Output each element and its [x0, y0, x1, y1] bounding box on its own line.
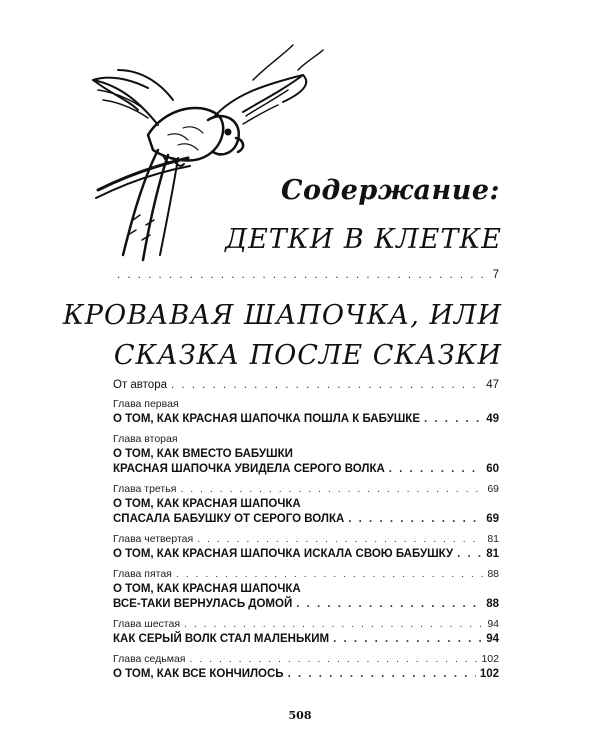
chapter-title: КРАСНАЯ ШАПОЧКА УВИДЕЛА СЕРОГО ВОЛКА: [113, 463, 385, 475]
toc-entry-ch4[interactable]: [113, 547, 499, 561]
section-title-line2: СКАЗКА ПОСЛЕ СКАЗКИ: [113, 340, 502, 371]
chapter-title: О ТОМ, КАК КРАСНАЯ ШАПОЧКА ИСКАЛА СВОЮ БАБУШКУ: [113, 548, 454, 560]
chapter-title-5-line1: О ТОМ, КАК КРАСНАЯ ШАПОЧКА: [113, 583, 301, 595]
page-ref: 69: [486, 513, 499, 525]
chapter-label-row-3: [113, 482, 499, 496]
section-title-line1: КРОВАВАЯ ШАПОЧКА, ИЛИ: [62, 300, 502, 331]
chapter-label-row-7: [113, 652, 499, 666]
toc-entry-ch5[interactable]: [113, 597, 499, 611]
section-title-detki: ДЕТКИ В КЛЕТКЕ: [225, 224, 502, 255]
page-ref: 88: [487, 568, 499, 580]
chapter-label-2: Глава вторая: [113, 433, 178, 445]
page-ref: 81: [486, 548, 499, 560]
page-ref: 102: [481, 653, 499, 665]
toc-entry-detki[interactable]: [113, 268, 499, 282]
chapter-title: О ТОМ, КАК КРАСНАЯ ШАПОЧКА ПОШЛА К БАБУШКЕ: [113, 413, 420, 425]
chapter-label-row-6: [113, 617, 499, 631]
toc-entry-ch1[interactable]: [113, 412, 499, 426]
chapter-label-row-4: [113, 532, 499, 546]
chapter-label-row-5: [113, 567, 499, 581]
page-ref: 49: [486, 413, 499, 425]
chapter-title: КАК СЕРЫЙ ВОЛК СТАЛ МАЛЕНЬКИМ: [113, 633, 330, 645]
chapter-label: Глава третья: [113, 483, 177, 495]
page-ref: 7: [492, 269, 499, 281]
chapter-title: О ТОМ, КАК ВСЕ КОНЧИЛОСЬ: [113, 668, 284, 680]
chapter-label-1: Глава первая: [113, 398, 179, 410]
chapter-label: Глава четвертая: [113, 533, 194, 545]
chapter-label: Глава шестая: [113, 618, 181, 630]
toc-entry-author[interactable]: [113, 378, 499, 392]
contents-heading: Содержание:: [280, 175, 500, 206]
chapter-title: СПАСАЛА БАБУШКУ ОТ СЕРОГО ВОЛКА: [113, 513, 345, 525]
chapter-title-3-line1: О ТОМ, КАК КРАСНАЯ ШАПОЧКА: [113, 498, 301, 510]
entry-label: От автора: [113, 379, 167, 391]
page-number: 508: [288, 709, 312, 722]
chapter-title-2-line1: О ТОМ, КАК ВМЕСТО БАБУШКИ: [113, 448, 293, 460]
page-ref: 88: [486, 598, 499, 610]
page-ref: 94: [487, 618, 499, 630]
page-ref: 69: [487, 483, 499, 495]
page-ref: 47: [486, 379, 499, 391]
page-ref: 81: [487, 533, 499, 545]
toc-entry-ch3[interactable]: [113, 512, 499, 526]
chapter-label: Глава пятая: [113, 568, 172, 580]
page-ref: 60: [486, 463, 499, 475]
toc-entry-ch2[interactable]: [113, 462, 499, 476]
page-ref: 102: [479, 668, 499, 680]
toc-entry-ch7[interactable]: [113, 667, 499, 681]
toc-entry-ch6[interactable]: [113, 632, 499, 646]
page-ref: 94: [486, 633, 499, 645]
chapter-label: Глава седьмая: [113, 653, 186, 665]
chapter-title: ВСЕ-ТАКИ ВЕРНУЛАСЬ ДОМОЙ: [113, 598, 293, 610]
